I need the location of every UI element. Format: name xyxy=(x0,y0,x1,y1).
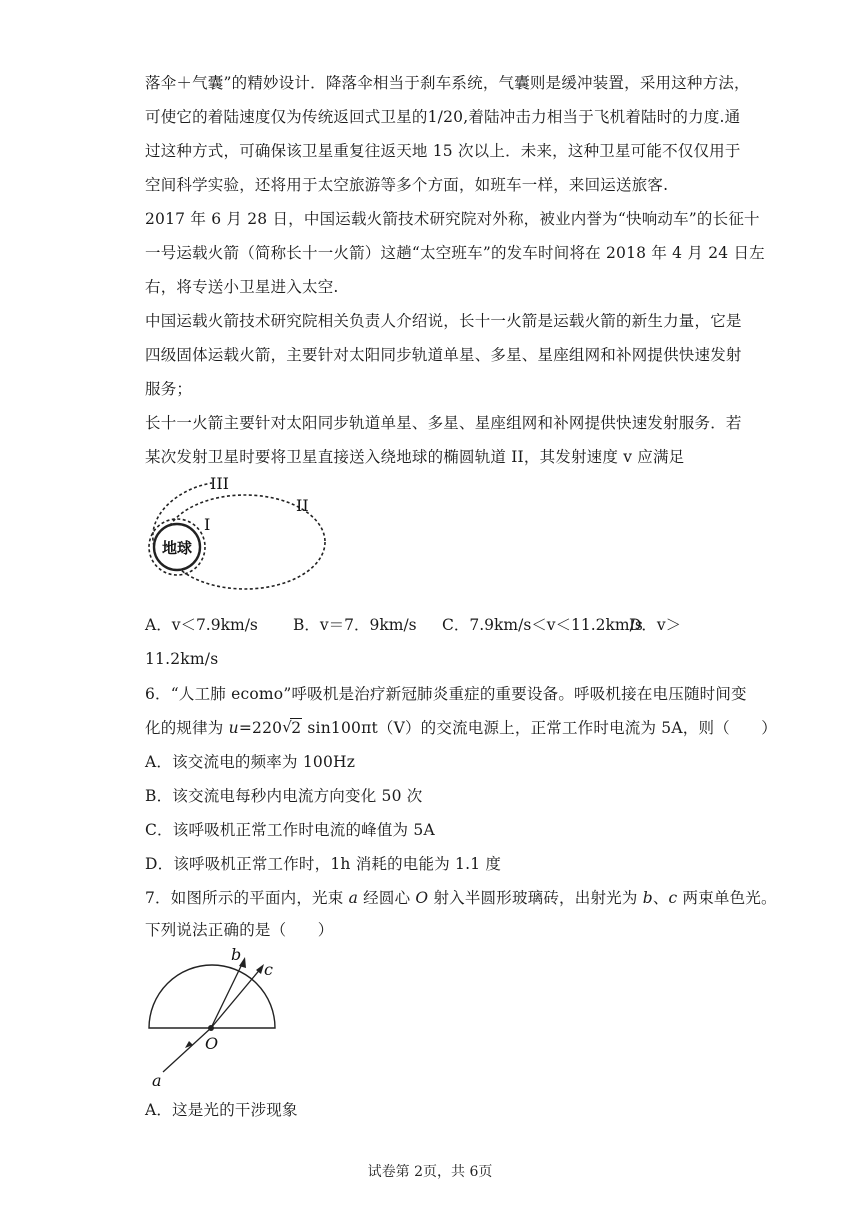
q7-text: 两束单色光。 xyxy=(677,889,777,907)
q5-option-b: B．v＝7．9km/s xyxy=(293,616,417,634)
q6-stem-line1: 6．“人工肺 ecomo”呼吸机是治疗新冠肺炎重症的重要设备。呼吸机接在电压随时间变 xyxy=(145,685,747,703)
q6-formula-sqrt: 2 xyxy=(291,719,302,737)
q5-option-a: A．v＜7.9km/s xyxy=(145,616,258,634)
passage-line: 右，将专送小卫星进入太空. xyxy=(145,278,339,296)
label-a: a xyxy=(152,1071,162,1090)
q5-option-c: C．7.9km/s＜v＜11.2km/s xyxy=(442,616,643,634)
passage-line: 2017 年 6 月 28 日，中国运载火箭技术研究院对外称，被业内誉为“快响动车”的长征十 xyxy=(145,210,760,228)
q7-stem-line1 xyxy=(145,888,777,908)
earth-label: 地球 xyxy=(161,539,193,557)
page-footer: 试卷第 2页，共 6页 xyxy=(367,1164,493,1180)
label-c: c xyxy=(264,960,273,979)
q5-option-d-cont: 11.2km/s xyxy=(145,650,219,668)
q7-option-a: A．这是光的干涉现象 xyxy=(145,1101,298,1119)
q6-option-a: A．该交流电的频率为 100Hz xyxy=(145,753,356,771)
passage-line: 服务； xyxy=(145,380,193,398)
passage-line: 中国运载火箭技术研究院相关负责人介绍说，长十一火箭是运载火箭的新生力量，它是 xyxy=(145,312,742,330)
q5-options xyxy=(145,615,705,635)
passage-line: 空间科学实验，还将用于太空旅游等多个方面，如班车一样，来回运送旅客. xyxy=(145,176,669,194)
q7-text: 射入半圆形玻璃砖，出射光为 xyxy=(428,889,643,907)
passage-line: 过这种方式，可确保该卫星重复往返天地 15 次以上．未来，这种卫星可能不仅仅用于 xyxy=(145,142,741,160)
q6-option-d: D．该呼吸机正常工作时，1h 消耗的电能为 1.1 度 xyxy=(145,855,502,873)
q7-var-o: O xyxy=(415,889,429,907)
passage-line: 某次发射卫星时要将卫星直接送入绕地球的椭圆轨道 II，其发射速度 v 应满足 xyxy=(145,448,685,466)
semicircle-diagram xyxy=(140,945,290,1090)
q7-text: 7．如图所示的平面内，光束 xyxy=(145,889,349,907)
q7-var-a: a xyxy=(348,889,359,907)
center-point-o xyxy=(208,1025,214,1031)
q6-formula-u: u xyxy=(228,719,239,737)
q6-formula-eq: =220 xyxy=(238,719,283,737)
passage-line: 可使它的着陆速度仅为传统返回式卫星的1/20,着陆冲击力相当于飞机着陆时的力度.通 xyxy=(145,108,741,126)
q7-text: 、 xyxy=(652,889,669,907)
label-o: O xyxy=(205,1034,219,1053)
passage-line: 四级固体运载火箭，主要针对太阳同步轨道单星、多星、星座组网和补网提供快速发射 xyxy=(145,346,742,364)
q6-formula-sin: sin100πt（V）的交流电源上，正常工作时电流为 5A，则（ ） xyxy=(302,719,777,737)
q6-formula-pre: 化的规律为 xyxy=(145,719,229,737)
sqrt-symbol: √ 2 xyxy=(282,718,302,737)
q7-text: 经圆心 xyxy=(358,889,416,907)
q7-var-c: c xyxy=(668,889,678,907)
q7-stem-line2: 下列说法正确的是（ ） xyxy=(145,921,334,939)
passage-line: 长十一火箭主要针对太阳同步轨道单星、多星、星座组网和补网提供快速发射服务．若 xyxy=(145,414,742,432)
orbit-diagram xyxy=(140,474,330,594)
orbit-label-i: I xyxy=(204,515,211,534)
passage-line: 一号运载火箭（简称长十一火箭）这趟“太空班车”的发车时间将在 2018 年 4 月 24 日左 xyxy=(145,244,765,262)
label-b: b xyxy=(231,945,242,964)
q6-option-c: C．该呼吸机正常工作时电流的峰值为 5A xyxy=(145,821,435,839)
passage-line: 落伞＋气囊”的精妙设计．降落伞相当于刹车系统，气囊则是缓冲装置，采用这种方法， xyxy=(145,74,750,92)
ray-a xyxy=(163,1028,211,1072)
orbit-label-ii: II xyxy=(296,496,309,515)
q6-stem-line2 xyxy=(145,718,777,738)
q6-option-b: B．该交流电每秒内电流方向变化 50 次 xyxy=(145,787,423,805)
q7-var-b: b xyxy=(642,889,653,907)
orbit-label-iii: III xyxy=(210,474,229,493)
ray-a-arrow xyxy=(185,1041,193,1048)
q5-option-d: D．v＞ xyxy=(629,616,682,634)
